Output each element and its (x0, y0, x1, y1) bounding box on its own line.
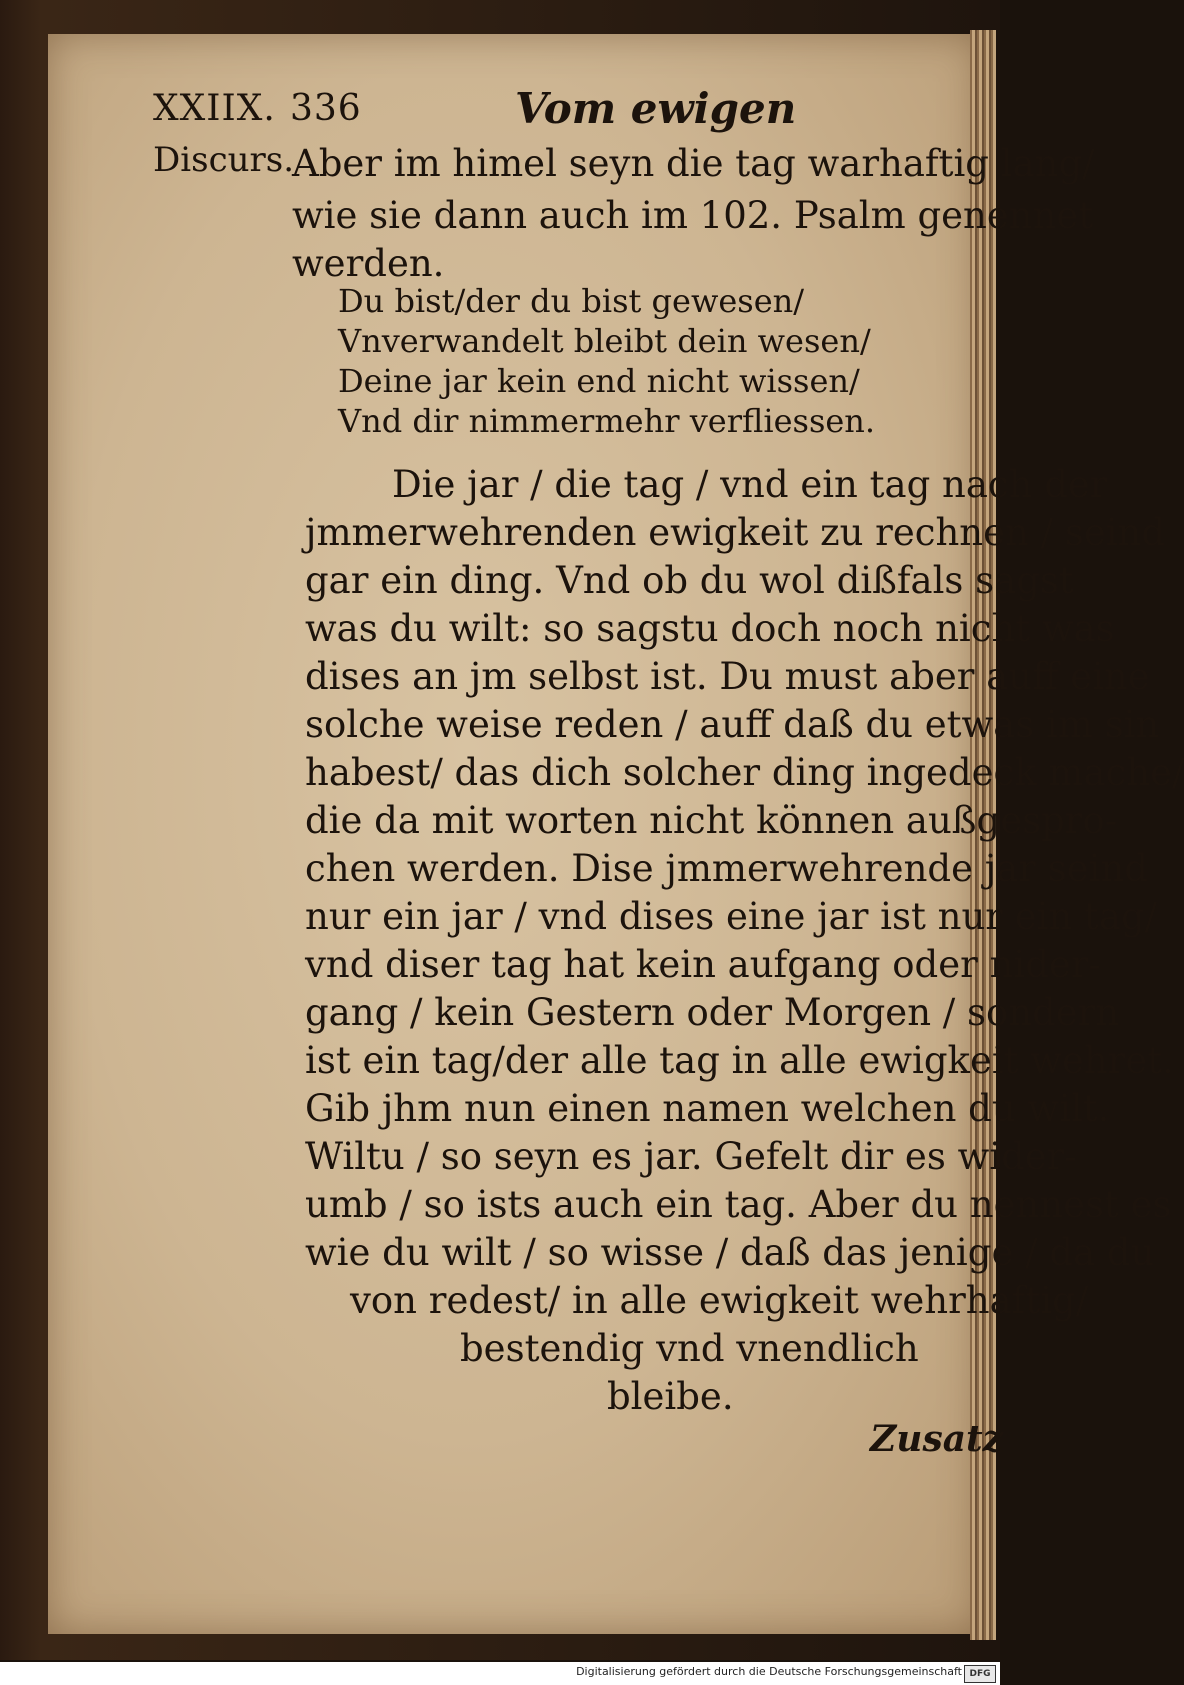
dfg-logo: DFG (964, 1665, 996, 1683)
text-line: bleibe. (607, 1375, 734, 1418)
verse-line: Vnverwandelt bleibt dein wesen/ (338, 322, 871, 360)
text-line: Gib jhm nun einen namen welchen du wilt. (305, 1087, 1110, 1130)
text-line: gang / kein Gestern oder Morgen / sondern (305, 991, 1120, 1034)
text-line: wie sie dann auch im 102. Psalm genennet (292, 194, 1094, 237)
text-line: was du wilt: so sagstu doch noch nicht was (305, 607, 1115, 650)
verse-line: Vnd dir nimmermehr verfliessen. (338, 402, 876, 440)
text-line: dises an jm selbst ist. Du must aber auff eine (305, 655, 1150, 698)
text-line: chen werden. Dise jmmerwehrende jar seind (305, 847, 1148, 890)
text-line: Die jar / die tag / vnd ein tag nach der (392, 463, 1108, 506)
text-line: bestendig vnd vnendlich (460, 1327, 919, 1370)
text-line: habest/ das dich solcher ding ingedeck mache/ (305, 751, 1184, 794)
text-line: solche weise reden / auff daß du etwas im sin (305, 703, 1160, 746)
text-line: nur ein jar / vnd dises eine jar ist nur ein tag/ (305, 895, 1158, 938)
text-line: ist ein tag/der alle tag in alle ewigkeit wehret. (305, 1039, 1174, 1082)
page-number: 336 (290, 88, 362, 129)
text-line: werden. (292, 242, 445, 285)
text-line: vnd diser tag hat kein aufgang oder nider- (305, 943, 1102, 986)
signature-mark: XXIIX. (153, 88, 276, 129)
text-line: umb / so ists auch ein tag. Aber du nennest es (305, 1183, 1172, 1226)
text-line: jmmerwehrenden ewigkeit zu rechnen / seind (305, 511, 1166, 554)
digitization-footer (0, 1662, 1000, 1685)
text-line: die da mit worten nicht können außgespro- (305, 799, 1118, 842)
text-line: Wiltu / so seyn es jar. Gefelt dir es wider- (305, 1135, 1077, 1178)
verse-line: Deine jar kein end nicht wissen/ (338, 362, 860, 400)
text-line: wie du wilt / so wisse / daß das jenige / da du (305, 1231, 1155, 1274)
catchword: Zusatz (870, 1418, 1004, 1460)
running-title: Vom ewigen (515, 84, 797, 133)
text-line: gar ein ding. Vnd ob du wol dißfals sagst (305, 559, 1074, 602)
footer-credit: Digitalisierung gefördert durch die Deutsche Forschungsgemeinschaft (576, 1665, 962, 1678)
verse-line: Du bist/der du bist gewesen/ (338, 282, 805, 320)
text-line: Aber im himel seyn die tag warhaftig lang/ (292, 142, 1095, 185)
margin-note: Discurs. (153, 140, 295, 180)
text-line: von redest/ in alle ewigkeit wehrhaftig/ (350, 1279, 1089, 1322)
